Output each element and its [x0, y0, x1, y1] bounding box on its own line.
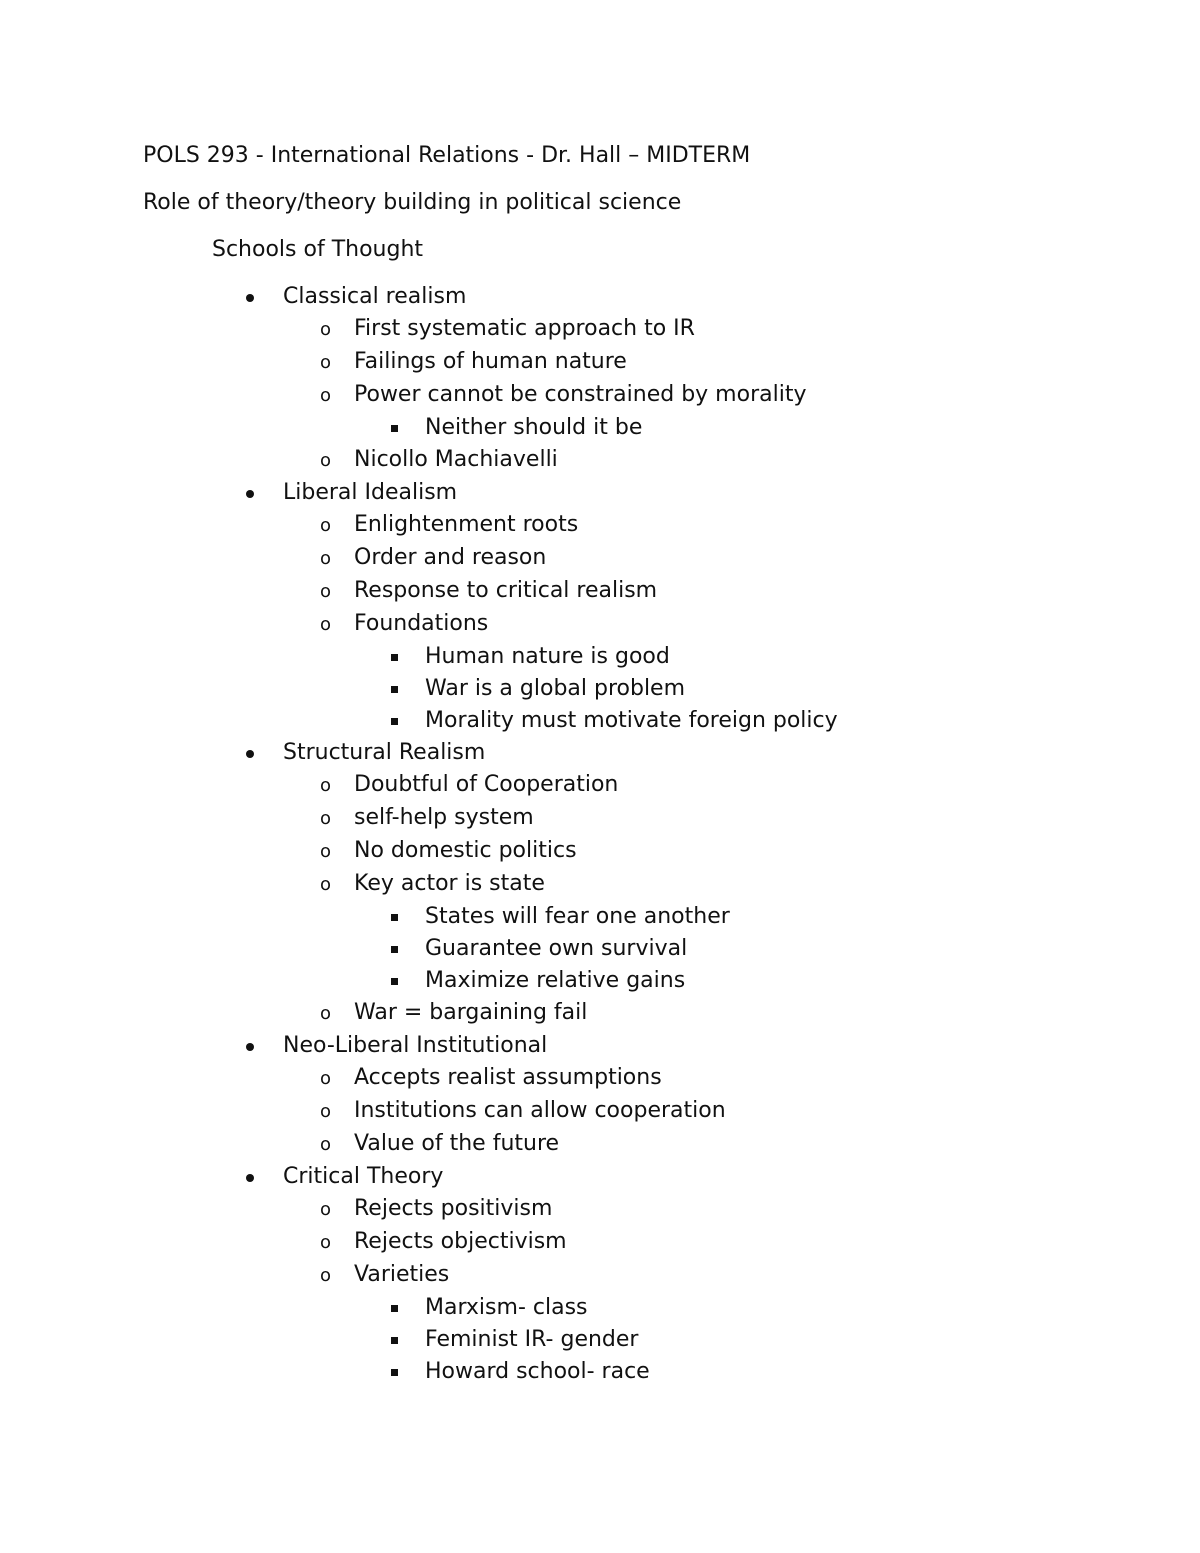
bullet-circle-icon: o [320, 1068, 332, 1089]
outline-item-level-3: Maximize relative gains [425, 968, 686, 993]
bullet-circle-icon: o [320, 1232, 332, 1253]
outline-item-level-2: Order and reason [354, 545, 547, 570]
bullet-square-icon [391, 1305, 398, 1312]
outline-item-level-3: War is a global problem [425, 676, 686, 701]
bullet-dot-icon [246, 750, 254, 758]
bullet-circle-icon: o [320, 614, 332, 635]
bullet-dot-icon [246, 1174, 254, 1182]
outline-item-level-2: Key actor is state [354, 871, 545, 896]
bullet-circle-icon: o [320, 581, 332, 602]
outline-item-level-2: Institutions can allow cooperation [354, 1098, 726, 1123]
outline-item-level-3: Marxism- class [425, 1295, 588, 1320]
outline-item-level-2: Accepts realist assumptions [354, 1065, 662, 1090]
outline-item-level-3: Guarantee own survival [425, 936, 688, 961]
bullet-dot-icon [246, 490, 254, 498]
outline-item-level-1: Liberal Idealism [283, 480, 458, 505]
bullet-square-icon [391, 718, 398, 725]
outline-item-level-2: Failings of human nature [354, 349, 627, 374]
bullet-circle-icon: o [320, 450, 332, 471]
bullet-circle-icon: o [320, 385, 332, 406]
outline-item-level-2: Varieties [354, 1262, 450, 1287]
outline-item-level-3: States will fear one another [425, 904, 730, 929]
section-heading: Schools of Thought [212, 237, 424, 262]
outline-item-level-3: Human nature is good [425, 644, 670, 669]
bullet-square-icon [391, 978, 398, 985]
bullet-square-icon [391, 686, 398, 693]
bullet-square-icon [391, 1337, 398, 1344]
bullet-square-icon [391, 946, 398, 953]
outline-item-level-3: Howard school- race [425, 1359, 650, 1384]
bullet-square-icon [391, 1369, 398, 1376]
outline-item-level-3: Morality must motivate foreign policy [425, 708, 838, 733]
outline-item-level-2: Foundations [354, 611, 489, 636]
bullet-circle-icon: o [320, 775, 332, 796]
outline-item-level-2: Nicollo Machiavelli [354, 447, 558, 472]
bullet-dot-icon [246, 1043, 254, 1051]
topic-heading: Role of theory/theory building in political science [143, 190, 682, 215]
document-title: POLS 293 - International Relations - Dr. Hall – MIDTERM [143, 143, 751, 168]
bullet-dot-icon [246, 294, 254, 302]
bullet-circle-icon: o [320, 1003, 332, 1024]
bullet-square-icon [391, 425, 398, 432]
outline-item-level-2: Doubtful of Cooperation [354, 772, 619, 797]
bullet-circle-icon: o [320, 1134, 332, 1155]
bullet-circle-icon: o [320, 548, 332, 569]
bullet-circle-icon: o [320, 319, 332, 340]
bullet-circle-icon: o [320, 874, 332, 895]
outline-item-level-1: Structural Realism [283, 740, 486, 765]
outline-item-level-1: Critical Theory [283, 1164, 444, 1189]
outline-item-level-2: self-help system [354, 805, 534, 830]
outline-item-level-2: Value of the future [354, 1131, 560, 1156]
bullet-circle-icon: o [320, 1265, 332, 1286]
bullet-circle-icon: o [320, 352, 332, 373]
outline-item-level-2: Power cannot be constrained by morality [354, 382, 807, 407]
bullet-circle-icon: o [320, 1101, 332, 1122]
bullet-square-icon [391, 654, 398, 661]
outline-item-level-2: Enlightenment roots [354, 512, 579, 537]
outline-item-level-2: Response to critical realism [354, 578, 658, 603]
bullet-square-icon [391, 914, 398, 921]
bullet-circle-icon: o [320, 841, 332, 862]
outline-item-level-1: Classical realism [283, 284, 467, 309]
outline-item-level-1: Neo-Liberal Institutional [283, 1033, 548, 1058]
outline-item-level-2: Rejects objectivism [354, 1229, 567, 1254]
bullet-circle-icon: o [320, 1199, 332, 1220]
outline-item-level-2: No domestic politics [354, 838, 577, 863]
outline-item-level-2: Rejects positivism [354, 1196, 553, 1221]
outline-item-level-3: Feminist IR- gender [425, 1327, 639, 1352]
bullet-circle-icon: o [320, 515, 332, 536]
outline-item-level-3: Neither should it be [425, 415, 643, 440]
outline-item-level-2: First systematic approach to IR [354, 316, 695, 341]
bullet-circle-icon: o [320, 808, 332, 829]
outline-item-level-2: War = bargaining fail [354, 1000, 588, 1025]
